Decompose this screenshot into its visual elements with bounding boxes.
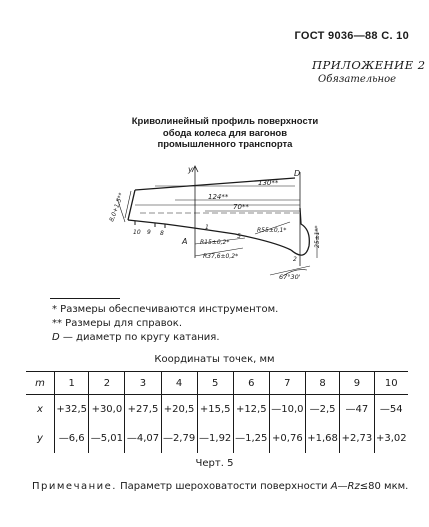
radius-55: R55±0,1*: [257, 227, 287, 234]
dim-left: 8,0+1,5**: [108, 191, 126, 223]
dim-124: 124**: [208, 193, 229, 201]
header-cell: 6: [233, 372, 269, 395]
table-caption: Координаты точек, мм: [154, 354, 275, 365]
appendix-status: Обязательное: [318, 74, 397, 85]
figure-title: [110, 116, 340, 151]
figure-title-line-1: Криволинейный профиль поверхности: [131, 116, 319, 127]
radius-15: R15±0,2*: [200, 239, 230, 246]
header-cell: 7: [269, 372, 305, 395]
label-D: D: [294, 169, 301, 178]
note-formula: A—Rz: [330, 481, 360, 492]
row-label: y: [37, 433, 43, 444]
note-text: Параметр шероховатости поверхности: [116, 481, 331, 492]
header-cell: 1: [55, 372, 89, 395]
header-label: m: [26, 372, 55, 395]
header-cell: 2: [89, 372, 125, 395]
header-cell: 5: [197, 372, 233, 395]
dim-130: 130**: [258, 179, 279, 187]
header-cell: 3: [125, 372, 161, 395]
table-cell: +3,02: [374, 424, 408, 453]
footnote-rule: [50, 298, 120, 299]
standard-header: ГОСТ 9036—88 С. 10: [294, 30, 409, 42]
table-cell: —1,25: [233, 424, 269, 453]
table-row: [26, 395, 408, 425]
wheel-profile-drawing: [95, 158, 335, 286]
figure-caption: Черт. 5: [195, 458, 234, 469]
table-cell: —2,5: [305, 395, 339, 425]
table-cell: +1,68: [305, 424, 339, 453]
table-cell: —6,6: [55, 424, 89, 453]
footnote-3: [52, 332, 220, 343]
footnote-3-symbol: D: [52, 332, 60, 343]
coordinates-table: [26, 371, 408, 453]
table-cell: +32,5: [55, 395, 89, 425]
footnote-3-text: — диаметр по кругу катания.: [59, 332, 220, 343]
header-cell: 10: [374, 372, 408, 395]
pt-1: 1: [205, 224, 209, 231]
footnote-1: * Размеры обеспечиваются инструментом.: [52, 304, 279, 315]
dim-25: 25±1**: [314, 225, 321, 248]
table-cell: +30,0: [89, 395, 125, 425]
figure-title-line-3: промышленного транспорта: [157, 139, 293, 150]
appendix-title: ПРИЛОЖЕНИЕ 2: [312, 58, 426, 72]
table-cell: +0,76: [269, 424, 305, 453]
dim-70: 70**: [233, 203, 249, 211]
label-y: y: [188, 165, 193, 174]
pt-2: 2: [293, 256, 297, 263]
footnote-2: ** Размеры для справок.: [52, 318, 183, 329]
pt-9: 9: [147, 229, 151, 236]
table-row: [26, 424, 408, 453]
table-cell: —10,0: [269, 395, 305, 425]
table-cell: +15,5: [197, 395, 233, 425]
row-label: x: [37, 404, 43, 415]
table-header-row: [26, 372, 408, 395]
angle-label: 67°30': [279, 273, 301, 281]
table-cell: +12,5: [233, 395, 269, 425]
header-cell: 4: [161, 372, 197, 395]
header-cell: 8: [305, 372, 339, 395]
note: [32, 481, 408, 492]
radius-37: R37,6±0,2*: [203, 253, 239, 260]
pt-5: 5: [237, 233, 241, 240]
pt-10: 10: [133, 229, 141, 236]
table-cell: —54: [374, 395, 408, 425]
note-label: Примечание.: [32, 481, 117, 492]
table-cell: —1,92: [197, 424, 233, 453]
table-cell: —2,79: [161, 424, 197, 453]
figure-title-line-2: обода колеса для вагонов: [162, 127, 288, 139]
header-cell: 9: [340, 372, 374, 395]
table-cell: —5,01: [89, 424, 125, 453]
pt-8: 8: [160, 230, 164, 237]
table-cell: +2,73: [340, 424, 374, 453]
table-cell: —47: [340, 395, 374, 425]
note-value: ≤80 мкм.: [359, 481, 409, 492]
table-cell: —4,07: [125, 424, 161, 453]
table-cell: +27,5: [125, 395, 161, 425]
label-A: A: [182, 237, 188, 246]
table-cell: +20,5: [161, 395, 197, 425]
